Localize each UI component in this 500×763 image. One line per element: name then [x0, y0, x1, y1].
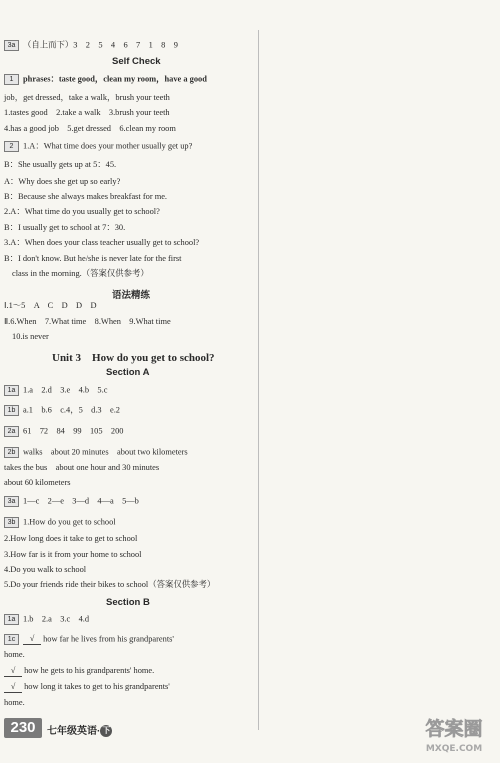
answer-text: how he gets to his grandparents' home. — [24, 666, 155, 675]
answer-line — [4, 666, 154, 677]
exercise-tag: 1b — [4, 405, 19, 416]
answer-line: home. — [4, 698, 25, 707]
exercise-tag: 1c — [4, 634, 19, 645]
answer-line: 1.tastes good 2.take a walk 3.brush your teeth — [4, 108, 170, 117]
answer-line — [4, 405, 120, 416]
exercise-tag: 1a — [4, 614, 19, 625]
watermark-top: 答案圈 — [425, 718, 483, 740]
answer-line: 10.is never — [12, 332, 49, 341]
answer-text: 1.How do you get to school — [23, 517, 116, 527]
watermark-logo — [412, 713, 496, 757]
answer-line — [4, 634, 174, 645]
section-heading-a: Section A — [106, 367, 150, 378]
answer-line: B：She usually gets up at 5：45. — [4, 160, 117, 169]
answer-line: Ⅰ.1～5 A C D D D — [4, 301, 97, 310]
answer-line: takes the bus about one hour and 30 minutes — [4, 463, 160, 472]
answer-line: B：I don't know. But he/she is never late for the first — [4, 254, 182, 263]
answer-line: about 60 kilometers — [4, 478, 71, 487]
answer-line: 4.Do you walk to school — [4, 565, 87, 574]
answer-line: 3.A：When does your class teacher usually get to school? — [4, 238, 200, 247]
exercise-tag: 2b — [4, 447, 19, 458]
answer-line: 3.How far is it from your home to school — [4, 550, 142, 559]
unit-title: Unit 3 How do you get to school? — [52, 352, 215, 364]
page-number: 230 — [4, 718, 42, 738]
section-heading-b: Section B — [106, 597, 150, 608]
answer-line: job，get dressed，take a walk，brush your teeth — [4, 93, 170, 102]
answer-line — [4, 141, 192, 152]
exercise-tag: 3a — [4, 40, 19, 51]
answer-text: 1.b 2.a 3.c 4.d — [23, 614, 90, 624]
answer-text: how far he lives from his grandparents' — [43, 634, 174, 644]
answer-text: a.1 b.6 c.4，5 d.3 e.2 — [23, 405, 120, 415]
answer-line — [4, 682, 170, 693]
watermark-bottom: MXQE.COM — [425, 744, 483, 754]
answer-line: class in the morning.（答案仅供参考） — [12, 269, 149, 278]
answer-line — [4, 447, 188, 458]
answer-line: A：Why does she get up so early? — [4, 177, 121, 186]
check-mark: √ — [4, 682, 22, 693]
exercise-tag: 2a — [4, 426, 19, 437]
volume-badge: 下 — [102, 726, 111, 736]
answer-text: 1.a 2.d 3.e 4.b 5.c — [23, 385, 108, 395]
answer-text: 61 72 84 99 105 200 — [23, 426, 124, 436]
answer-line — [4, 426, 124, 437]
answer-text: （自上而下）3 2 5 4 6 7 1 8 9 — [23, 40, 178, 50]
answer-line: 2.A：What time do you usually get to school? — [4, 207, 160, 216]
answer-text: 1—c 2—e 3—d 4—a 5—b — [23, 496, 139, 506]
answer-text: how long it takes to get to his grandparents' — [24, 682, 170, 691]
answer-line: Ⅱ.6.When 7.What time 8.When 9.What time — [4, 317, 171, 326]
answer-line — [4, 496, 139, 507]
answer-line: 4.has a good job 5.get dressed 6.clean my room — [4, 124, 176, 133]
exercise-tag: 1 — [4, 74, 19, 85]
section-heading-self-check: Self Check — [112, 56, 161, 67]
answer-line — [4, 74, 207, 85]
answer-line: 2.How long does it take to get to school — [4, 534, 138, 543]
answer-line: B：Because she always makes breakfast for me. — [4, 192, 168, 201]
answer-line: B：I usually get to school at 7：30. — [4, 223, 126, 232]
check-mark: √ — [23, 634, 41, 645]
answer-text: 1.A：What time does your mother usually get up? — [23, 141, 193, 151]
exercise-tag: 2 — [4, 141, 19, 152]
exercise-tag: 1a — [4, 385, 19, 396]
answer-line: home. — [4, 650, 25, 659]
exercise-tag: 3a — [4, 496, 19, 507]
section-heading-grammar: 语法精练 — [112, 290, 151, 301]
answer-line: 5.Do your friends ride their bikes to school（答案仅供参考） — [4, 580, 216, 589]
book-title-text: 七年级英语· — [47, 726, 101, 737]
answer-line — [4, 385, 107, 396]
check-mark: √ — [4, 666, 22, 677]
answer-line — [4, 40, 178, 51]
answer-text: phrases：taste good，clean my room，have a good — [23, 74, 207, 84]
answer-line — [4, 614, 89, 625]
answer-line — [4, 517, 116, 528]
exercise-tag: 3b — [4, 517, 19, 528]
answer-text: walks about 20 minutes about two kilometers — [23, 447, 188, 457]
column-divider — [258, 30, 259, 730]
book-title — [47, 722, 112, 737]
